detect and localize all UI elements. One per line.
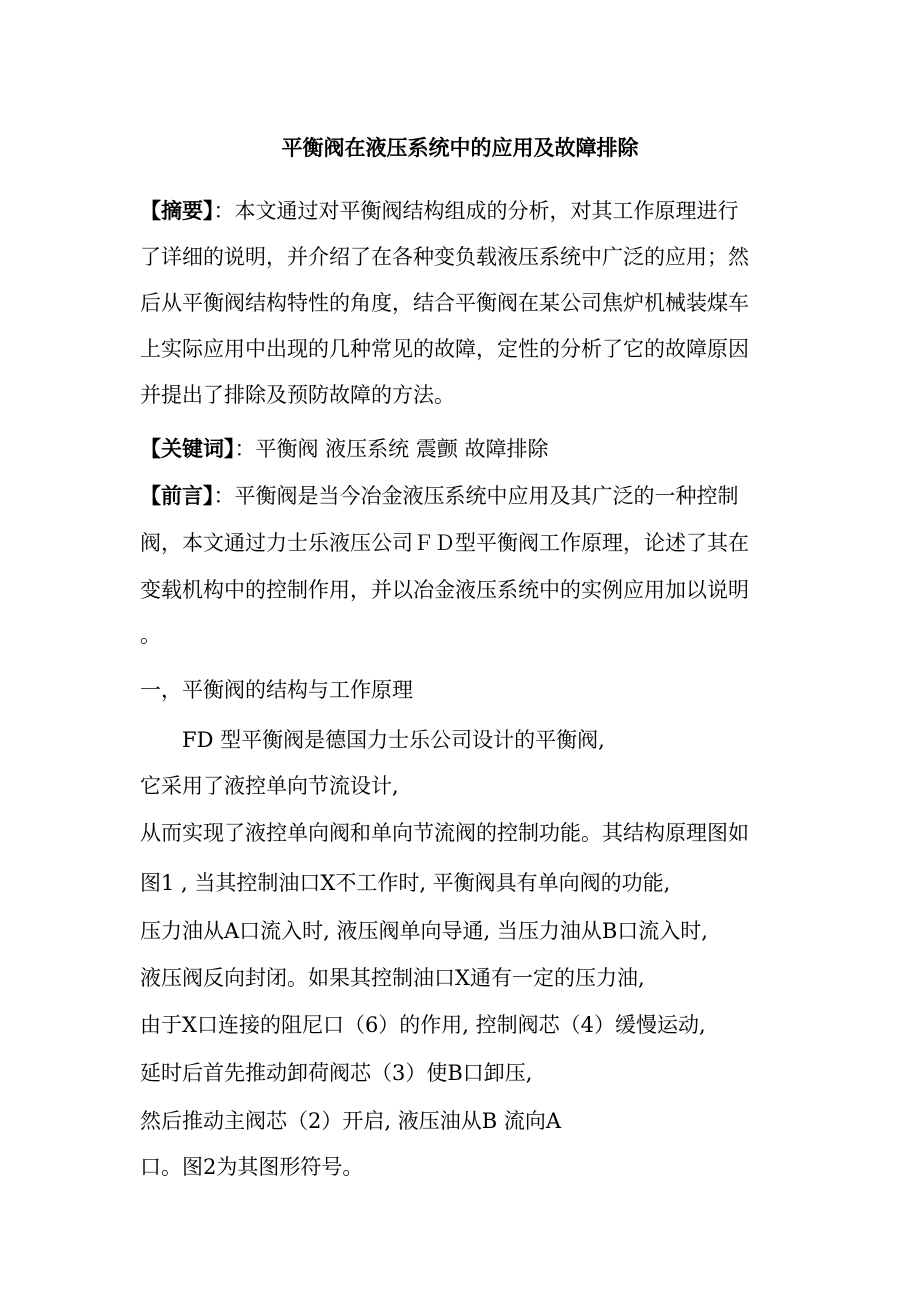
preface-line-2: 阀，本文通过力士乐液压公司ＦＤ型平衡阀工作原理，论述了其在 (140, 531, 749, 555)
section1-line-4: 图1 , 当其控制油口X不工作时, 平衡阀具有单向阀的功能, (140, 871, 671, 895)
abstract-line-3: 后从平衡阀结构特性的角度，结合平衡阀在某公司焦炉机械装煤车 (140, 291, 749, 315)
section1-line-5: 压力油从A口流入时, 液压阀单向导通, 当压力油从B口流入时, (140, 919, 708, 943)
preface-text-1: ：平衡阀是当今冶金液压系统中应用及其广泛的一种控制 (213, 484, 739, 508)
document-title: 平衡阀在液压系统中的应用及故障排除 (281, 135, 639, 160)
section1-line-6: 液压阀反向封闭。如果其控制油口X通有一定的压力油, (140, 966, 645, 990)
abstract-line-1 (140, 196, 739, 226)
keywords-text: ：平衡阀 液压系统 震颤 故障排除 (234, 437, 549, 461)
keywords-line (140, 434, 549, 464)
section1-line-10: 口。图2为其图形符号。 (140, 1155, 364, 1179)
preface-line-1 (140, 481, 739, 511)
section1-line-9: 然后推动主阀芯（2）开启, 液压油从B 流向A (140, 1109, 561, 1133)
abstract-line-2: 了详细的说明，并介绍了在各种变负载液压系统中广泛的应用；然 (140, 245, 749, 269)
section1-line-8: 延时后首先推动卸荷阀芯（3）使B口卸压, (140, 1061, 533, 1085)
section1-line-1: FD 型平衡阀是德国力士乐公司设计的平衡阀, (182, 728, 605, 752)
keywords-label: 【关键词】 (140, 436, 235, 461)
abstract-label: 【摘要】 (140, 198, 214, 223)
preface-line-3: 变载机构中的控制作用，并以冶金液压系统中的实例应用加以说明 (140, 578, 749, 602)
section1-line-2: 它采用了液控单向节流设计, (140, 774, 399, 798)
section1-heading: 一，平衡阀的结构与工作原理 (140, 678, 413, 702)
abstract-line-5: 并提出了排除及预防故障的方法。 (140, 383, 455, 407)
section1-line-7: 由于X口连接的阻尼口（6）的作用, 控制阀芯（4）缓慢运动, (140, 1013, 706, 1037)
section1-line-3: 从而实现了液控单向阀和单向节流阀的控制功能。其结构原理图如 (140, 821, 749, 845)
abstract-line-4: 上实际应用中出现的几种常见的故障，定性的分析了它的故障原因 (140, 337, 749, 361)
preface-label: 【前言】 (140, 483, 214, 508)
preface-line-4: 。 (140, 623, 161, 647)
abstract-text-1: ：本文通过对平衡阀结构组成的分析，对其工作原理进行 (213, 199, 739, 223)
